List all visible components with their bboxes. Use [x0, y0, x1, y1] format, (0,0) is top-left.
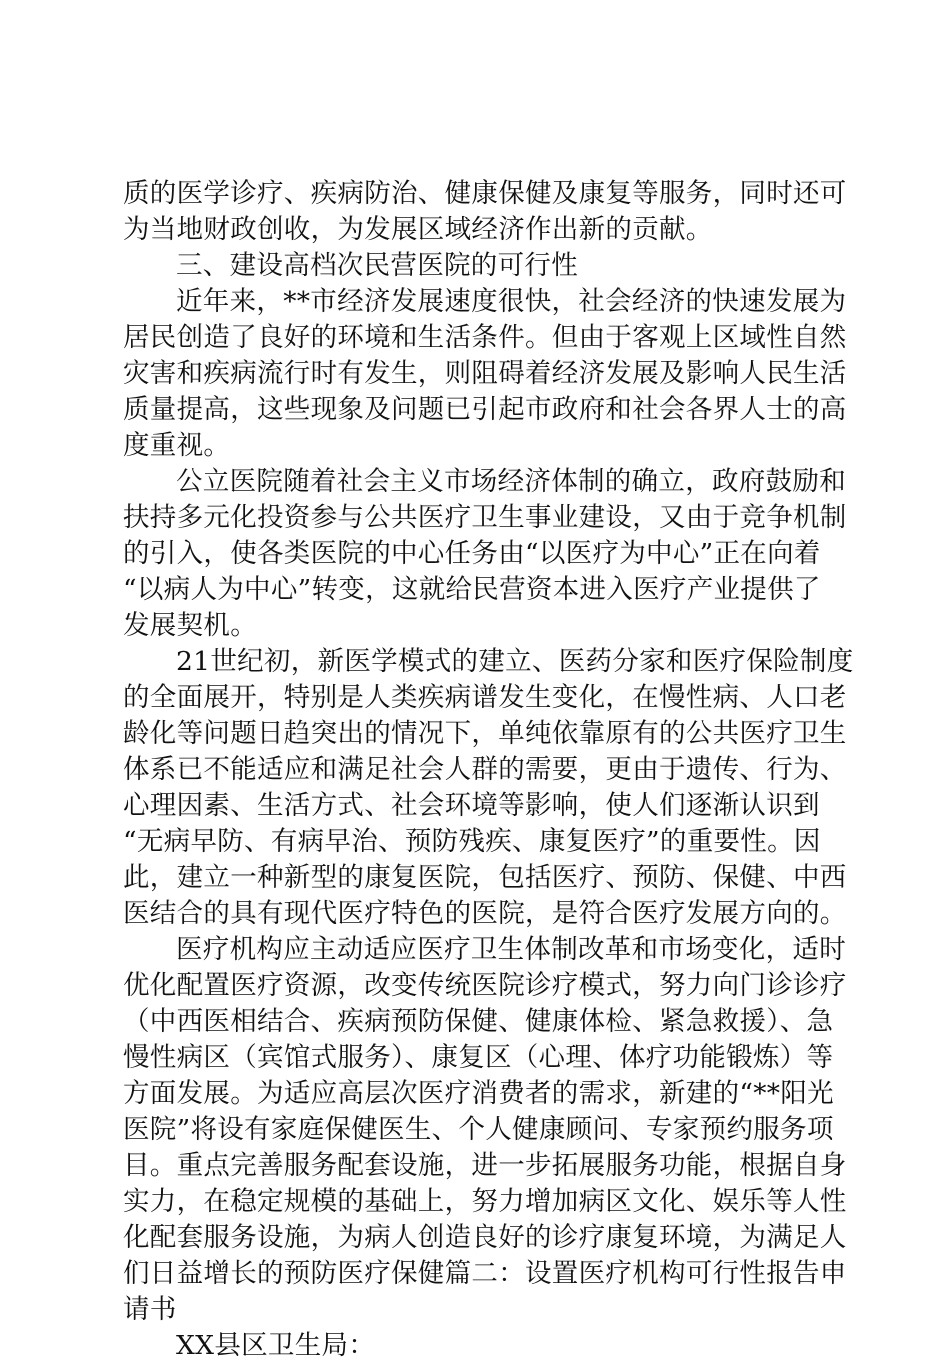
- text-line: 此，建立一种新型的康复医院，包括医疗、预防、保健、中西: [123, 862, 847, 893]
- text-line: “以病人为中心”转变，这就给民营资本进入医疗产业提供了: [123, 574, 821, 605]
- text-line: “无病早防、有病早治、预防残疾、康复医疗”的重要性。因: [123, 826, 821, 857]
- text-line: 龄化等问题日趋突出的情况下，单纯依靠原有的公共医疗卫生: [123, 718, 847, 749]
- text-line: 近年来，**市经济发展速度很快，社会经济的快速发展为: [176, 286, 847, 317]
- text-line: 公立医院随着社会主义市场经济体制的确立，政府鼓励和: [176, 466, 846, 497]
- text-line: 居民创造了良好的环境和生活条件。但由于客观上区域性自然: [123, 322, 847, 353]
- text-line: 优化配置医疗资源，改变传统医院诊疗模式，努力向门诊诊疗: [123, 970, 847, 1001]
- text-line: 度重视。: [123, 430, 231, 461]
- text-line: 医疗机构应主动适应医疗卫生体制改革和市场变化，适时: [176, 934, 846, 965]
- document-body: [123, 176, 854, 1364]
- text-line: 慢性病区（宾馆式服务）、康复区（心理、体疗功能锻炼）等: [123, 1042, 834, 1073]
- text-line: （中西医相结合、疾病预防保健、健康体检、紧急救援）、急: [123, 1006, 834, 1037]
- text-line: 扶持多元化投资参与公共医疗卫生事业建设，又由于竞争机制: [123, 502, 847, 533]
- text-line: 质量提高，这些现象及问题已引起市政府和社会各界人士的高: [123, 394, 847, 425]
- text-line: 21世纪初，新医学模式的建立、医药分家和医疗保险制度: [176, 646, 854, 677]
- text-line: 的全面展开，特别是人类疾病谱发生变化，在慢性病、人口老: [123, 682, 847, 713]
- text-line: 发展契机。: [123, 610, 257, 641]
- text-line: 质的医学诊疗、疾病防治、健康保健及康复等服务，同时还可: [123, 178, 847, 209]
- text-line: 的引入，使各类医院的中心任务由“以医疗为中心”正在向着: [123, 538, 821, 569]
- text-line: 医院”将设有家庭保健医生、个人健康顾问、专家预约服务项: [123, 1114, 834, 1145]
- text-line: 三、建设高档次民营医院的可行性: [176, 250, 578, 281]
- text-line: 为当地财政创收，为发展区域经济作出新的贡献。: [123, 214, 713, 245]
- text-line: 实力，在稳定规模的基础上，努力增加病区文化、娱乐等人性: [123, 1186, 847, 1217]
- text-line: 体系已不能适应和满足社会人群的需要，更由于遗传、行为、: [123, 754, 847, 785]
- text-line: 方面发展。为适应高层次医疗消费者的需求，新建的“**阳光: [123, 1078, 834, 1109]
- text-line: 们日益增长的预防医疗保健篇二：设置医疗机构可行性报告申: [123, 1258, 847, 1289]
- text-line: 医结合的具有现代医疗特色的医院，是符合医疗发展方向的。: [123, 898, 847, 929]
- text-line: 心理因素、生活方式、社会环境等影响，使人们逐渐认识到: [123, 790, 820, 821]
- text-line: 请书: [123, 1294, 177, 1325]
- text-line: 目。重点完善服务配套设施，进一步拓展服务功能，根据自身: [123, 1150, 847, 1181]
- text-line: 化配套服务设施，为病人创造良好的诊疗康复环境，为满足人: [123, 1222, 847, 1253]
- text-line: 灾害和疾病流行时有发生，则阻碍着经济发展及影响人民生活: [123, 358, 847, 389]
- text-line: XX县区卫生局：: [176, 1330, 376, 1361]
